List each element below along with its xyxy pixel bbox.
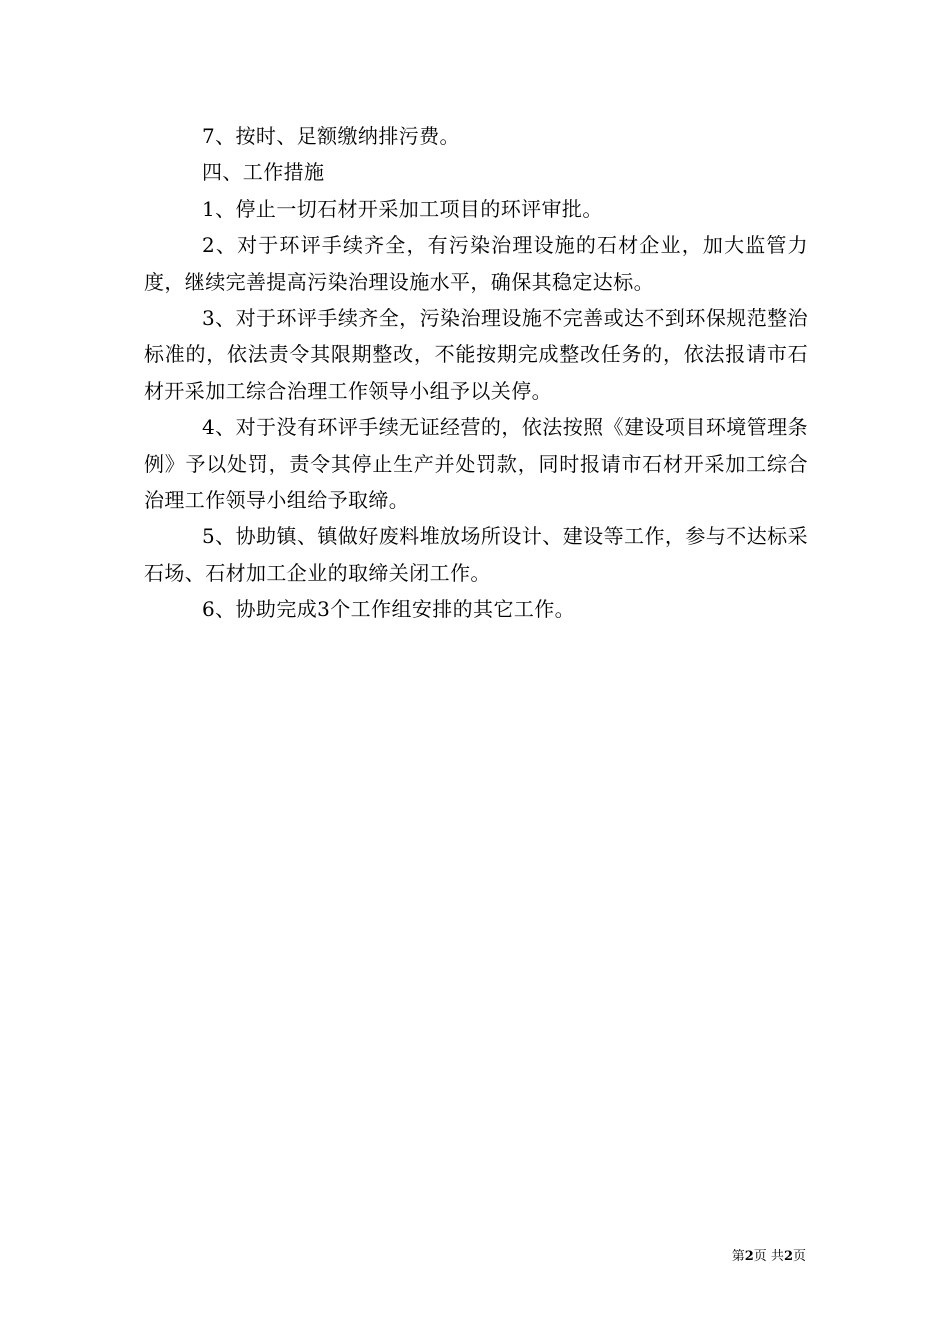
footer-total-pages: 2 (783, 1249, 793, 1264)
section-heading-work-measures: 四、工作措施 (202, 160, 325, 185)
paragraph-fee-payment: 7、按时、足额缴纳排污费。 (202, 124, 460, 148)
footer-prefix: 第 (731, 1249, 745, 1264)
footer-middle: 页 共 (753, 1249, 784, 1264)
paragraph-measure-4: 4、对于没有环评手续无证经营的，依法按照《建设项目环境管理条例》予以处罚，责令其停止生产并处罚款，同时报请市石材开采加工综合治理工作领导小组给予取缔。 (144, 415, 808, 513)
footer-current-page: 2 (744, 1249, 754, 1264)
paragraph-measure-2: 2、对于环评手续齐全，有污染治理设施的石材企业，加大监管力度，继续完善提高污染治理设施水平，确保其稳定达标。 (144, 233, 808, 294)
paragraph-measure-6: 6、协助完成3个工作组安排的其它工作。 (202, 597, 576, 622)
page-footer (732, 1248, 806, 1266)
paragraph-measure-3: 3、对于环评手续齐全，污染治理设施不完善或达不到环保规范整治标准的，依法责令其限期整改，不能按期完成整改任务的，依法报请市石材开采加工综合治理工作领导小组予以关停。 (144, 306, 808, 403)
document-body (144, 118, 808, 628)
footer-suffix: 页 (792, 1249, 806, 1264)
paragraph-measure-1: 1、停止一切石材开采加工项目的环评审批。 (202, 196, 603, 221)
paragraph-measure-5: 5、协助镇、镇做好废料堆放场所设计、建设等工作，参与不达标采石场、石材加工企业的取缔关闭工作。 (144, 524, 808, 585)
